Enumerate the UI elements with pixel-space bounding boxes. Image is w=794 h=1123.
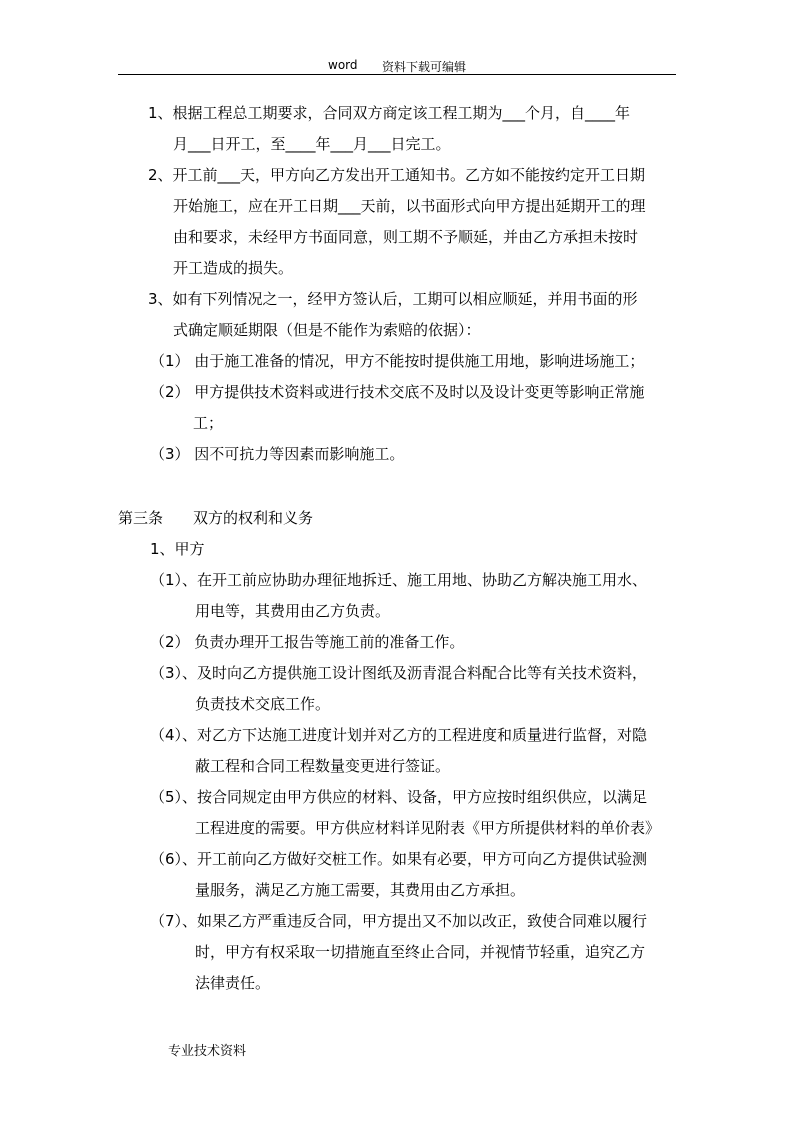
- text-line: 用电等，其费用由乙方负责。: [195, 602, 391, 620]
- text-line: 开工造成的损失。: [173, 259, 294, 277]
- section-heading: 第三条 双方的权利和义务: [118, 509, 314, 527]
- text-line: （4）、对乙方下达施工进度计划并对乙方的工程进度和质量进行监督，对隐: [150, 726, 648, 744]
- header-rule: [118, 74, 676, 75]
- text-line: 法律责任。: [195, 974, 271, 992]
- text-line: 3、如有下列情况之一，经甲方签认后，工期可以相应顺延，并用书面的形: [148, 290, 638, 308]
- text-line: （5）、按合同规定由甲方供应的材料、设备，甲方应按时组织供应，以满足: [150, 788, 648, 806]
- text-line: 式确定顺延期限（但是不能作为索赔的依据）：: [173, 321, 481, 339]
- text-line: （6）、开工前向乙方做好交桩工作。如果有必要，甲方可向乙方提供试验测: [150, 850, 648, 868]
- text-line: 负责技术交底工作。: [195, 695, 331, 713]
- text-line: 开始施工，应在开工日期___天前，以书面形式向甲方提出延期开工的理: [173, 197, 646, 215]
- header-left-text: word: [328, 58, 358, 72]
- text-line: （2） 负责办理开工报告等施工前的准备工作。: [150, 633, 465, 651]
- text-line: （3） 因不可抗力等因素而影响施工。: [150, 445, 405, 463]
- text-line: 月___日开工，至____年___月___日完工。: [173, 135, 451, 153]
- text-line: 1、根据工程总工期要求，合同双方商定该工程工期为___个月，自____年: [148, 104, 631, 122]
- text-line: （7）、如果乙方严重违反合同，甲方提出又不加以改正，致使合同难以履行: [150, 912, 648, 930]
- text-line: 蔽工程和合同工程数量变更进行签证。: [195, 757, 451, 775]
- text-line: （2） 甲方提供技术资料或进行技术交底不及时以及设计变更等影响正常施: [150, 383, 645, 401]
- text-line: 工程进度的需要。甲方供应材料详见附表《甲方所提供材料的单价表》: [195, 819, 661, 837]
- text-line: （1）、在开工前应协助办理征地拆迁、施工用地、协助乙方解决施工用水、: [150, 571, 648, 589]
- text-line: 工；: [193, 414, 224, 432]
- header-right-text: 资料下载可编辑: [382, 60, 467, 74]
- page-header: [118, 58, 676, 74]
- text-line: 1、甲方: [150, 540, 205, 558]
- text-line: 2、开工前___天，甲方向乙方发出开工通知书。乙方如不能按约定开工日期: [148, 166, 646, 184]
- text-line: （3）、及时向乙方提供施工设计图纸及沥青混合料配合比等有关技术资料，: [150, 664, 648, 682]
- text-line: 由和要求，未经甲方书面同意，则工期不予顺延，并由乙方承担未按时: [173, 228, 639, 246]
- text-line: （1） 由于施工准备的情况，甲方不能按时提供施工用地，影响进场施工；: [150, 352, 645, 370]
- text-line: 时，甲方有权采取一切措施直至终止合同，并视情节轻重，追究乙方: [195, 943, 646, 961]
- text-line: 量服务，满足乙方施工需要，其费用由乙方承担。: [195, 881, 526, 899]
- page-footer: 专业技术资料: [168, 1044, 247, 1059]
